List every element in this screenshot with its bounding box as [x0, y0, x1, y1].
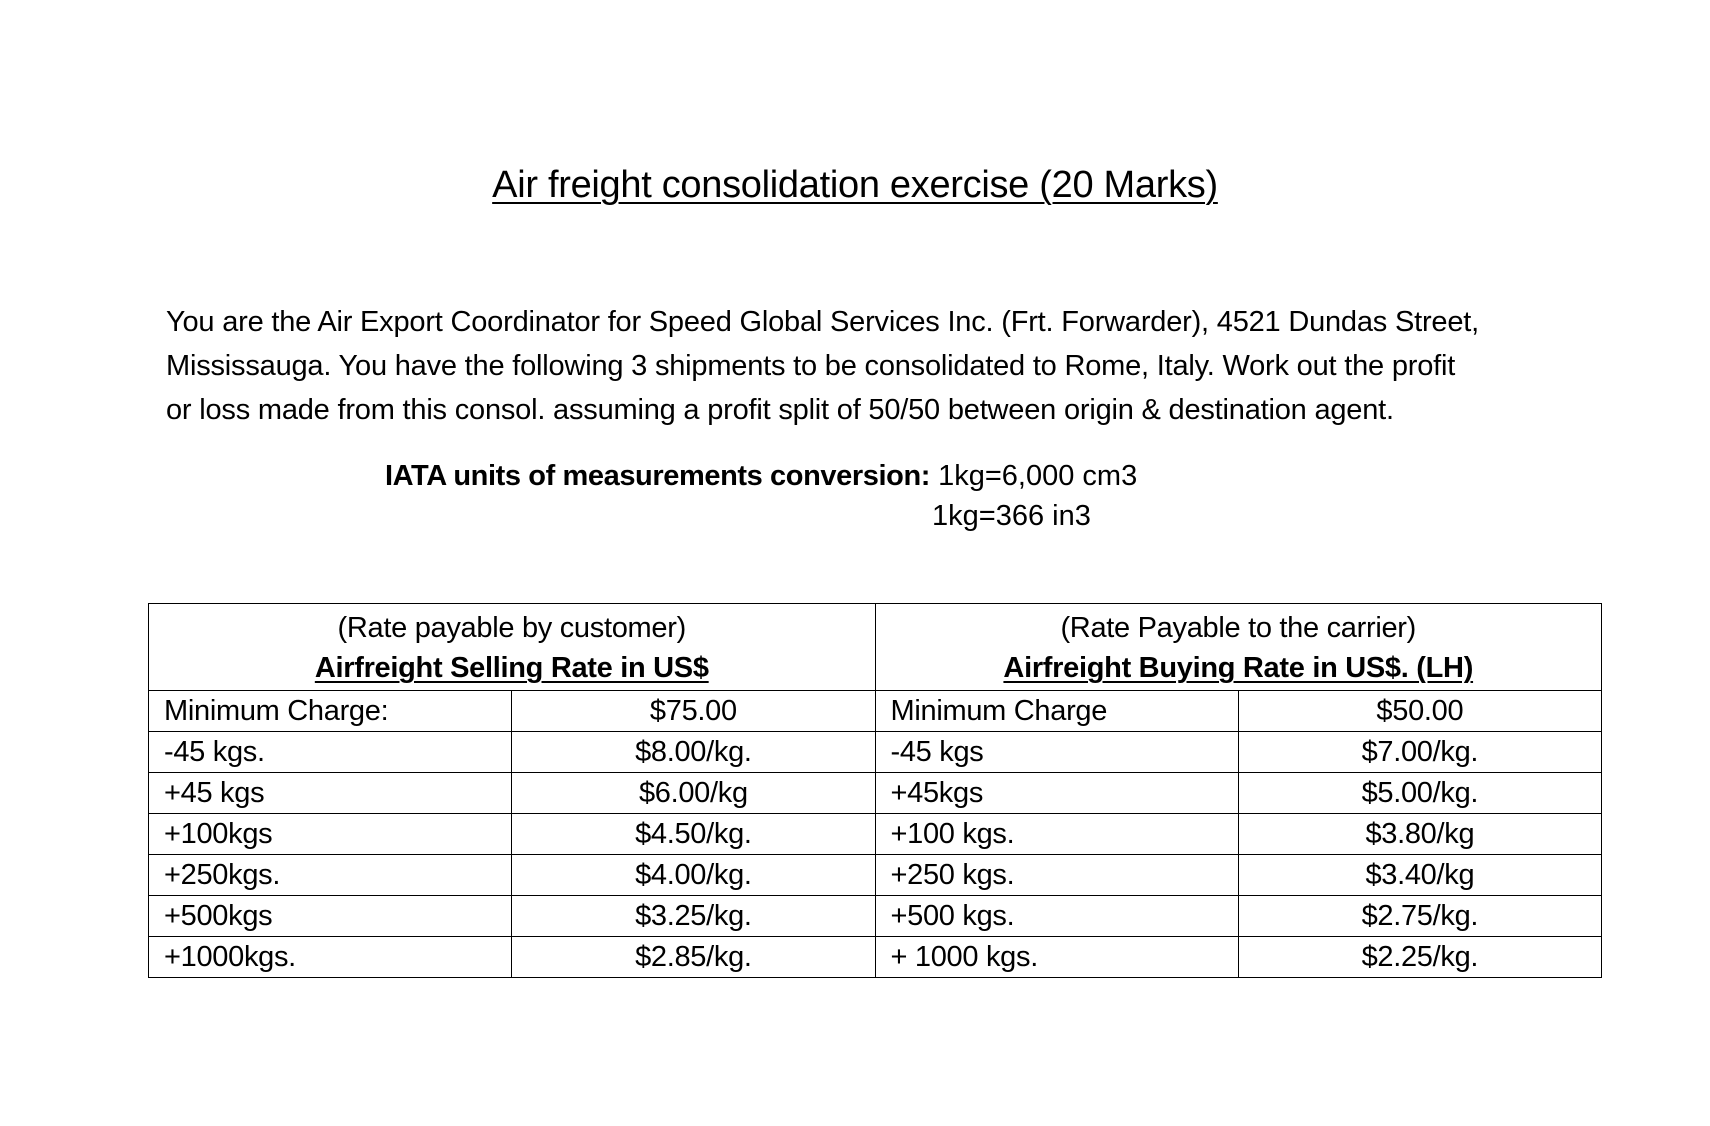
sell-rate-cell: $3.25/kg. — [512, 896, 875, 937]
sell-weight-cell: +1000kgs. — [149, 937, 512, 978]
sell-rate-cell: $2.85/kg. — [512, 937, 875, 978]
table-row — [149, 773, 1602, 814]
intro-line: You are the Air Export Coordinator for Speed Global Services Inc. (Frt. Forwarder), 4521 Dundas Street, — [166, 306, 1479, 338]
buy-weight-cell: + 1000 kgs. — [875, 937, 1238, 978]
sell-weight-cell: +45 kgs — [149, 773, 512, 814]
selling-rate-header — [149, 604, 876, 691]
buy-weight-cell: -45 kgs — [875, 732, 1238, 773]
intro-line: or loss made from this consol. assuming a profit split of 50/50 between origin & destination agent. — [166, 394, 1394, 426]
sell-rate-cell: $75.00 — [512, 691, 875, 732]
table-header-row — [149, 604, 1602, 691]
buy-weight-cell: +45kgs — [875, 773, 1238, 814]
table-row — [149, 896, 1602, 937]
iata-conversion — [385, 456, 1137, 496]
buy-rate-cell: $7.00/kg. — [1238, 732, 1601, 773]
selling-rate-subtitle: (Rate payable by customer) — [337, 612, 686, 644]
sell-weight-cell: -45 kgs. — [149, 732, 512, 773]
intro-line: Mississauga. You have the following 3 shipments to be consolidated to Rome, Italy. Work out the profit — [166, 350, 1456, 382]
intro-paragraph — [166, 300, 1566, 432]
table-row — [149, 814, 1602, 855]
iata-conversion-label: IATA units of measurements conversion: — [385, 460, 931, 492]
sell-rate-cell: $4.00/kg. — [512, 855, 875, 896]
table-row — [149, 937, 1602, 978]
sell-rate-cell: $4.50/kg. — [512, 814, 875, 855]
buying-rate-header — [875, 604, 1602, 691]
sell-rate-cell: $8.00/kg. — [512, 732, 875, 773]
page-title: Air freight consolidation exercise (20 Marks) — [492, 164, 1218, 206]
buy-weight-cell: +100 kgs. — [875, 814, 1238, 855]
buy-rate-cell: $3.80/kg — [1238, 814, 1601, 855]
sell-weight-cell: Minimum Charge: — [149, 691, 512, 732]
buy-rate-cell: $2.75/kg. — [1238, 896, 1601, 937]
buy-weight-cell: Minimum Charge — [875, 691, 1238, 732]
iata-conversion-cm3: 1kg=6,000 cm3 — [938, 460, 1138, 492]
buying-rate-heading: Airfreight Buying Rate in US$. (LH) — [1003, 652, 1474, 684]
buy-rate-cell: $5.00/kg. — [1238, 773, 1601, 814]
rates-table — [148, 603, 1602, 978]
table-row — [149, 691, 1602, 732]
sell-rate-cell: $6.00/kg — [512, 773, 875, 814]
buy-weight-cell: +500 kgs. — [875, 896, 1238, 937]
buy-weight-cell: +250 kgs. — [875, 855, 1238, 896]
buy-rate-cell: $3.40/kg — [1238, 855, 1601, 896]
iata-conversion-in3: 1kg=366 in3 — [932, 500, 1091, 532]
sell-weight-cell: +100kgs — [149, 814, 512, 855]
sell-weight-cell: +250kgs. — [149, 855, 512, 896]
sell-weight-cell: +500kgs — [149, 896, 512, 937]
table-row — [149, 732, 1602, 773]
buy-rate-cell: $50.00 — [1238, 691, 1601, 732]
buy-rate-cell: $2.25/kg. — [1238, 937, 1601, 978]
buying-rate-subtitle: (Rate Payable to the carrier) — [1060, 612, 1417, 644]
table-row — [149, 855, 1602, 896]
selling-rate-heading: Airfreight Selling Rate in US$ — [314, 652, 709, 684]
